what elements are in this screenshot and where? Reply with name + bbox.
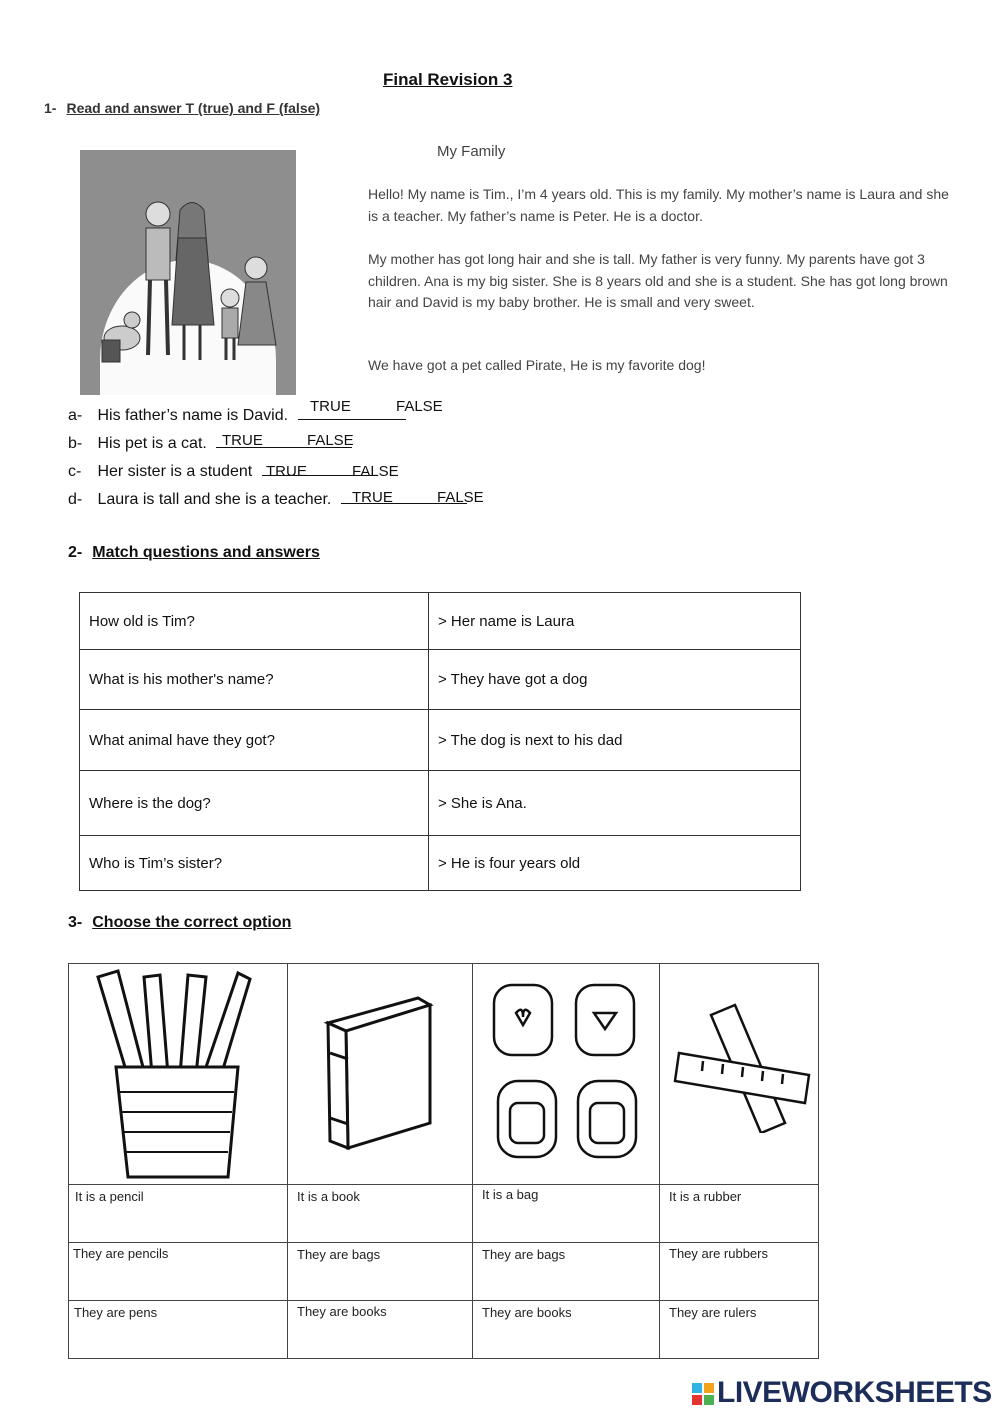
table-row (80, 771, 801, 836)
logo-icon (692, 1383, 714, 1405)
question-row (68, 405, 406, 425)
option-true[interactable]: TRUE (266, 463, 307, 480)
family-icon (80, 150, 296, 395)
option-cell[interactable]: It is a book (297, 1189, 360, 1204)
question-label: d- (68, 491, 83, 508)
section-3-heading (68, 914, 291, 932)
story-paragraph: My mother has got long hair and she is tall. My father is very funny. My parents have got 3 children. Ana is my big sister. She is 8 years old and she is a student. She has got long brown hair and David is my baby brother. He is small and very sweet. (368, 251, 948, 310)
match-table (79, 592, 801, 891)
section-2-heading (68, 544, 320, 562)
option-cell[interactable]: They are pens (74, 1305, 158, 1320)
question-text: His father’s name is David. (97, 407, 289, 424)
option-true[interactable]: TRUE (352, 489, 393, 506)
question-cell[interactable]: Where is the dog? (80, 771, 429, 836)
section-number: 1- (44, 100, 57, 116)
book-icon (318, 993, 438, 1153)
section-title: Read and answer T (true) and F (false) (66, 100, 321, 116)
option-true[interactable]: TRUE (310, 398, 351, 415)
answer-cell[interactable]: > They have got a dog (429, 650, 801, 710)
question-label: b- (68, 435, 83, 452)
option-cell[interactable]: They are pencils (73, 1246, 169, 1261)
question-text: Her sister is a student (97, 463, 253, 480)
option-cell[interactable]: It is a pencil (75, 1189, 144, 1204)
table-row (80, 650, 801, 710)
question-cell[interactable]: How old is Tim? (80, 593, 429, 650)
question-label: a- (68, 407, 83, 424)
option-cell[interactable]: They are rubbers (669, 1246, 768, 1261)
section-title: Match questions and answers (92, 544, 320, 561)
question-row (68, 489, 467, 509)
page-title: Final Revision 3 (383, 70, 513, 89)
answer-cell[interactable]: > Her name is Laura (429, 593, 801, 650)
question-label: c- (68, 463, 82, 480)
option-false[interactable]: FALSE (307, 432, 354, 449)
option-cell[interactable]: It is a rubber (669, 1189, 742, 1204)
story-paragraph: We have got a pet called Pirate, He is my favorite dog! (368, 357, 706, 373)
section-number: 2- (68, 544, 83, 561)
brand-logo (692, 1376, 992, 1410)
option-cell[interactable]: It is a bag (482, 1187, 539, 1202)
answer-cell[interactable]: > The dog is next to his dad (429, 710, 801, 771)
option-false[interactable]: FALSE (437, 489, 484, 506)
option-true[interactable]: TRUE (222, 432, 263, 449)
brand-name: LIVEWORKSHEETS (717, 1376, 992, 1409)
answer-cell[interactable]: > She is Ana. (429, 771, 801, 836)
backpacks-icon (486, 973, 646, 1163)
question-row (68, 461, 378, 481)
option-false[interactable]: FALSE (352, 463, 399, 480)
option-false[interactable]: FALSE (396, 398, 443, 415)
option-cell[interactable]: They are rulers (669, 1305, 757, 1320)
option-cell[interactable]: They are books (482, 1305, 572, 1320)
question-text: His pet is a cat. (97, 435, 207, 452)
question-cell[interactable]: Who is Tim’s sister? (80, 836, 429, 891)
question-text: Laura is tall and she is a teacher. (97, 491, 332, 508)
option-cell[interactable]: They are bags (482, 1247, 566, 1262)
question-cell[interactable]: What is his mother's name? (80, 650, 429, 710)
table-row (80, 836, 801, 891)
section-1-heading (44, 100, 320, 116)
section-title: Choose the correct option (92, 914, 292, 931)
family-illustration (80, 150, 296, 395)
story-title: My Family (437, 143, 506, 160)
table-row (80, 710, 801, 771)
pencils-cup-icon (88, 967, 268, 1179)
option-cell[interactable]: They are books (297, 1304, 387, 1319)
option-cell[interactable]: They are bags (297, 1247, 381, 1262)
answer-cell[interactable]: > He is four years old (429, 836, 801, 891)
section-number: 3- (68, 914, 83, 931)
table-row (80, 593, 801, 650)
story-paragraph: Hello! My name is Tim., I’m 4 years old. This is my family. My mother’s name is Laura and she is a teacher. My father’s name is Peter. He is a doctor. (368, 186, 949, 224)
options-grid (68, 963, 819, 1359)
question-cell[interactable]: What animal have they got? (80, 710, 429, 771)
rulers-icon (673, 1003, 813, 1133)
